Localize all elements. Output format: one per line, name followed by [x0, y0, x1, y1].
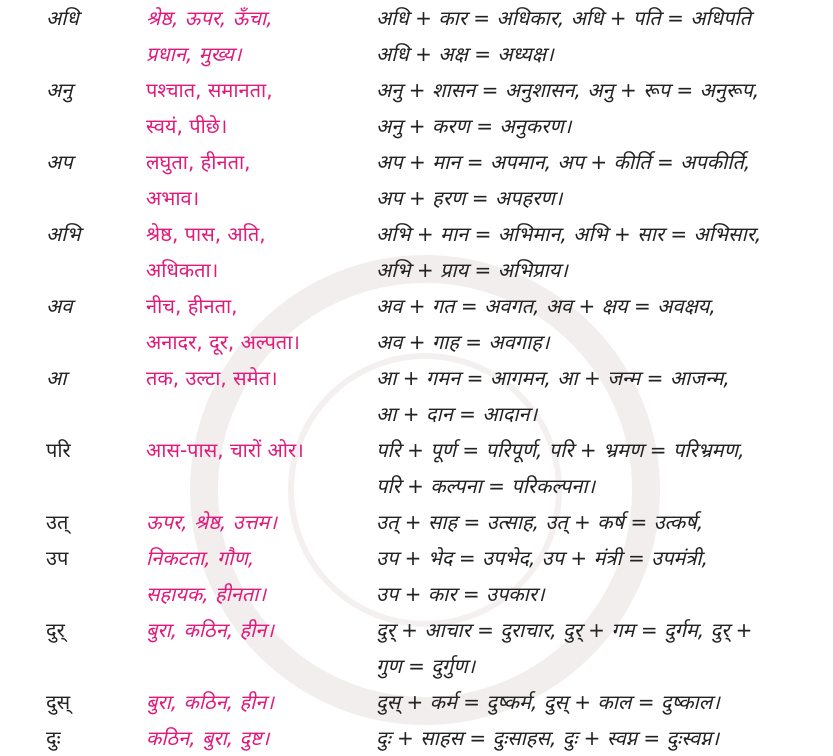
prefix: अव — [46, 294, 73, 318]
examples — [376, 288, 833, 360]
example-line: अधि + कार = अधिकार, अधि + पति = अधिपति — [376, 6, 751, 30]
meaning — [146, 360, 376, 432]
examples — [376, 432, 833, 504]
prefix: अभि — [46, 222, 81, 246]
example-line: आ + दान = आदान। — [376, 402, 538, 426]
entry-av — [0, 288, 833, 360]
meaning — [146, 144, 376, 216]
meaning-line: बुरा, कठिन, हीन। — [146, 690, 274, 714]
meaning — [146, 612, 376, 684]
example-line: उप + भेद = उपभेद, उप + मंत्री = उपमंत्री, — [376, 546, 708, 570]
meaning-line: श्रेष्ठ, पास, अति, — [146, 222, 266, 246]
meaning — [146, 720, 376, 756]
example-line: अधि + अक्ष = अध्यक्ष। — [376, 42, 554, 66]
entry-duh — [0, 720, 833, 756]
meaning-line: नीच, हीनता, — [146, 294, 238, 318]
prefix: दुर् — [46, 618, 65, 642]
meaning — [146, 72, 376, 144]
example-line: अनु + करण = अनुकरण। — [376, 114, 572, 138]
entry-ut — [0, 504, 833, 540]
meaning-line: अनादर, दूर, अल्पता। — [146, 330, 300, 354]
example-line: अप + मान = अपमान, अप + कीर्ति = अपकीर्ति, — [376, 150, 751, 174]
meaning-line: बुरा, कठिन, हीन। — [146, 618, 274, 642]
meaning — [146, 504, 376, 540]
entry-dur — [0, 612, 833, 684]
meaning-line: पश्चात, समानता, — [146, 78, 273, 102]
meaning-line: अधिकता। — [146, 258, 219, 282]
entry-adhi — [0, 0, 833, 72]
example-line: दुस् + कर्म = दुष्कर्म, दुस् + काल = दुष्काल। — [376, 690, 720, 714]
meaning-line: कठिन, बुरा, दुष्ट। — [146, 726, 270, 750]
examples — [376, 0, 833, 72]
entry-dus — [0, 684, 833, 720]
meaning-line: ऊपर, श्रेष्ठ, उत्तम। — [146, 510, 277, 534]
meaning-line: सहायक, हीनता। — [146, 582, 267, 606]
entry-ap — [0, 144, 833, 216]
example-line: आ + गमन = आगमन, आ + जन्म = आजन्म, — [376, 366, 730, 390]
prefix: परि — [46, 438, 71, 462]
meaning — [146, 216, 376, 288]
example-line: अव + गाह = अवगाह। — [376, 330, 550, 354]
example-line: परि + कल्पना = परिकल्पना। — [376, 474, 596, 498]
example-line: अभि + प्राय = अभिप्राय। — [376, 258, 568, 282]
examples — [376, 216, 833, 288]
examples — [376, 360, 833, 432]
example-line: दुर् + आचार = दुराचार, दुर् + गम = दुर्गम, दुर् + — [376, 618, 753, 642]
examples — [376, 612, 833, 684]
example-line: परि + पूर्ण = परिपूर्ण, परि + भ्रमण = परिभ्रमण, — [376, 438, 745, 462]
examples — [376, 540, 833, 612]
meaning-line: श्रेष्ठ, ऊपर, ऊँचा, — [146, 6, 273, 30]
examples — [376, 720, 833, 756]
meaning-line: स्वयं, पीछे। — [146, 114, 228, 138]
meaning — [146, 0, 376, 72]
prefix: अधि — [46, 6, 79, 30]
example-line: अप + हरण = अपहरण। — [376, 186, 563, 210]
prefix: उत् — [46, 510, 69, 534]
entry-pari — [0, 432, 833, 504]
examples — [376, 504, 833, 540]
example-line: अव + गत = अवगत, अव + क्षय = अवक्षय, — [376, 294, 716, 318]
entry-aa — [0, 360, 833, 432]
meaning-line: निकटता, गौण, — [146, 546, 255, 570]
example-line: उप + कार = उपकार। — [376, 582, 545, 606]
example-line: अनु + शासन = अनुशासन, अनु + रूप = अनुरूप, — [376, 78, 760, 102]
prefix: दुः — [46, 726, 61, 750]
meaning-line: लघुता, हीनता, — [146, 150, 251, 174]
examples — [376, 144, 833, 216]
examples — [376, 684, 833, 720]
example-line: अभि + मान = अभिमान, अभि + सार = अभिसार, — [376, 222, 762, 246]
example-line: उत् + साह = उत्साह, उत् + कर्ष = उत्कर्ष, — [376, 510, 704, 534]
meaning — [146, 540, 376, 612]
entry-up — [0, 540, 833, 612]
entry-anu — [0, 72, 833, 144]
meaning — [146, 684, 376, 720]
example-line: दुः + साहस = दुःसाहस, दुः + स्वप्न = दुःस्वप्न। — [376, 726, 720, 750]
meaning — [146, 432, 376, 504]
prefix: अनु — [46, 78, 73, 102]
example-line: गुण = दुर्गुण। — [376, 654, 476, 678]
meaning-line: आस-पास, चारों ओर। — [146, 438, 304, 462]
prefix: अप — [46, 150, 73, 174]
prefix: आ — [46, 366, 67, 390]
prefix: उप — [46, 546, 69, 570]
meaning-line: अभाव। — [146, 186, 200, 210]
meaning — [146, 288, 376, 360]
examples — [376, 72, 833, 144]
meaning-line: प्रधान, मुख्य। — [146, 42, 242, 66]
meaning-line: तक, उल्टा, समेत। — [146, 366, 278, 390]
entry-abhi — [0, 216, 833, 288]
prefix: दुस् — [46, 690, 71, 714]
